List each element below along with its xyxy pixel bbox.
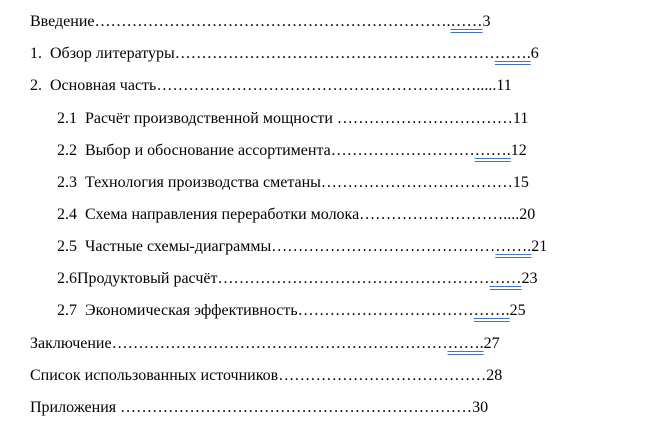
spelling-mark: ……. <box>447 335 484 352</box>
toc-entry-page: 25 <box>509 302 526 319</box>
toc-entry-literature-review <box>30 43 612 65</box>
toc-entry-text: Приложения ………………………………………………………… <box>30 399 473 416</box>
toc-entry-page: 28 <box>486 367 503 384</box>
toc-entry-page: 3 <box>482 13 491 30</box>
toc-entry-appendices <box>30 397 612 419</box>
toc-entry-page: 6 <box>530 45 539 62</box>
toc-entry-text: 2.5 Частные схемы-диаграммы…………………………………… <box>57 238 496 255</box>
toc-entry-references <box>30 365 612 387</box>
toc-entry-page: 21 <box>531 238 548 255</box>
toc-entry-text: Список использованных источников………………………………… <box>30 367 487 384</box>
spelling-mark: ……. <box>473 302 510 319</box>
toc-entry-2-4 <box>57 204 612 226</box>
toc-entry-text: 2.7 Экономическая эффективность…………………………… <box>57 302 474 319</box>
spelling-mark: …… <box>489 270 522 287</box>
toc-entry-page: 30 <box>472 399 489 416</box>
toc-entry-introduction <box>30 11 612 33</box>
toc-entry-page: ...20 <box>507 206 536 223</box>
toc-entry-text: 2. Основная часть……………………………………………………..... <box>30 77 497 94</box>
toc-entry-text: Заключение……………………………………………………… <box>30 335 448 352</box>
spelling-mark: ……. <box>495 238 532 255</box>
toc-entry-2-1 <box>57 108 612 130</box>
toc-entry-page: 11 <box>512 110 529 127</box>
toc-entry-text: 1. Обзор литературы…………………………………………………… <box>30 45 495 62</box>
toc-entry-text: 2.3 Технология производства сметаны……………………………… <box>57 174 513 191</box>
toc-entry-page: 27 <box>483 335 500 352</box>
toc-entry-2-6 <box>57 268 612 290</box>
toc-entry-2-2 <box>57 140 612 162</box>
toc-entry-2-7 <box>57 300 612 322</box>
toc-entry-text: Введение…………………………………………………………. <box>30 13 451 30</box>
toc-entry-page: 23 <box>521 270 538 287</box>
toc-entry-2-3 <box>57 172 612 194</box>
toc-entry-2-5 <box>57 236 612 258</box>
spelling-mark: …… <box>450 13 483 30</box>
toc-entry-conclusion <box>30 333 612 355</box>
toc-entry-page: 15 <box>512 174 529 191</box>
spelling-mark: ……. <box>494 45 531 62</box>
toc-entry-text: 2.2 Выбор и обоснование ассортимента……………………… <box>57 142 475 159</box>
toc-entry-text: 2.4 Схема направления переработки молока………………………. <box>57 206 508 223</box>
toc-entry-main-part <box>30 75 612 97</box>
toc-entry-page: 11 <box>496 77 512 94</box>
toc-entry-text: 2.1 Расчёт производственной мощности …………………………… <box>57 110 513 127</box>
toc-entry-page: 12 <box>510 142 527 159</box>
spelling-mark: ……. <box>474 142 511 159</box>
toc-entry-text: 2.6Продуктовый расчёт…………………………………………… <box>57 270 490 287</box>
